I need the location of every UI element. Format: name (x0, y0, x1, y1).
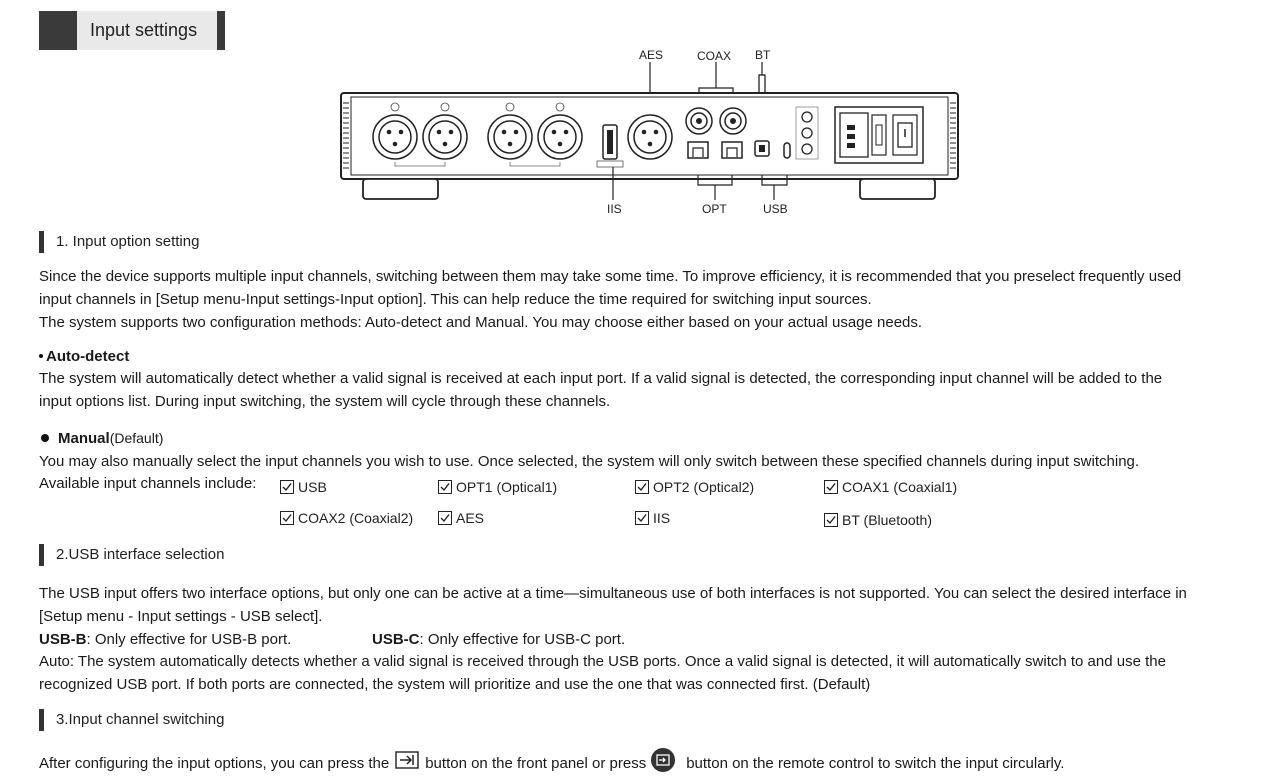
paragraph-line: input options list. During input switching, the system will cycle through these channels. (39, 393, 611, 410)
coax-label: COAX (697, 49, 732, 63)
channel-checkbox-opt1[interactable]: OPT1 (Optical1) (438, 479, 557, 495)
switching-instruction: After configuring the input options, you can press the button on the front panel or press button on the remote control to switch the input circularly. (39, 747, 1064, 780)
checked-box-icon (635, 511, 649, 525)
usb-b-description: USB-B: Only effective for USB-B port. (39, 631, 292, 648)
section-title-input-option: 1. Input option setting (39, 231, 199, 253)
channel-checkbox-usb[interactable]: USB (280, 479, 327, 495)
checked-box-icon (438, 511, 452, 525)
checked-box-icon (635, 480, 649, 494)
channel-checkbox-iis[interactable]: IIS (635, 510, 670, 526)
section-title-usb-interface: 2.USB interface selection (39, 544, 224, 566)
paragraph-line: recognized USB port. If both ports are connected, the system will prioritize and use the one that was connected first. (Default) (39, 676, 871, 693)
aes-label: AES (639, 48, 664, 62)
paragraph-line: The system supports two configuration methods: Auto-detect and Manual. You may choose either based on your actual usage needs. (39, 314, 923, 331)
section-title-input-switching: 3.Input channel switching (39, 709, 224, 731)
page-title: Input settings (77, 11, 217, 50)
auto-detect-heading: Auto-detect (39, 345, 129, 368)
page-header (39, 11, 225, 50)
device-rear-panel-diagram (335, 45, 965, 220)
paragraph-line: The USB input offers two interface options, but only one can be active at a time—simultaneous use of both interfaces is not supported. You can select the desired interface in (39, 585, 1187, 602)
paragraph-line: You may also manually select the input channels you wish to use. Once selected, the system will only switch between these specified channels during input switching. (39, 453, 1140, 470)
channel-checkbox-opt2[interactable]: OPT2 (Optical2) (635, 479, 754, 495)
checked-box-icon (824, 513, 838, 527)
channel-checkbox-bt[interactable]: BT (Bluetooth) (824, 512, 932, 528)
iis-label: IIS (607, 202, 622, 216)
paragraph-line: input channels in [Setup menu-Input settings-Input option]. This can help reduce the time required for switching input sources. (39, 291, 872, 308)
paragraph-line: [Setup menu - Input settings - USB select]. (39, 608, 323, 625)
paragraph-line: Since the device supports multiple input channels, switching between them may take some time. To improve efficiency, it is recommended that you preselect frequently used (39, 268, 1182, 285)
remote-input-button-icon (650, 747, 676, 780)
bullet-icon (39, 354, 43, 358)
checked-box-icon (824, 480, 838, 494)
paragraph-line: The system will automatically detect whether a valid signal is received at each input port. If a valid signal is detected, the corresponding input channel will be added to the (39, 370, 1163, 387)
channel-checkbox-coax2[interactable]: COAX2 (Coaxial2) (280, 510, 413, 526)
opt-label: OPT (702, 202, 727, 216)
checked-box-icon (280, 511, 294, 525)
front-panel-input-icon (395, 751, 419, 776)
manual-heading: Manual(Default) (41, 427, 163, 450)
checked-box-icon (438, 480, 452, 494)
channel-checkbox-coax1[interactable]: COAX1 (Coaxial1) (824, 479, 957, 495)
channel-checkbox-aes[interactable]: AES (438, 510, 484, 526)
bullet-icon (41, 434, 49, 442)
checked-box-icon (280, 480, 294, 494)
usb-label: USB (763, 202, 788, 216)
usb-c-description: USB-C: Only effective for USB-C port. (372, 631, 626, 648)
bt-label: BT (755, 48, 771, 62)
available-channels-label: Available input channels include: (39, 475, 257, 492)
paragraph-line: Auto: The system automatically detects whether a valid signal is received through the USB ports. Once a valid signal is detected, it will automatically switch to and use the (39, 653, 1166, 670)
